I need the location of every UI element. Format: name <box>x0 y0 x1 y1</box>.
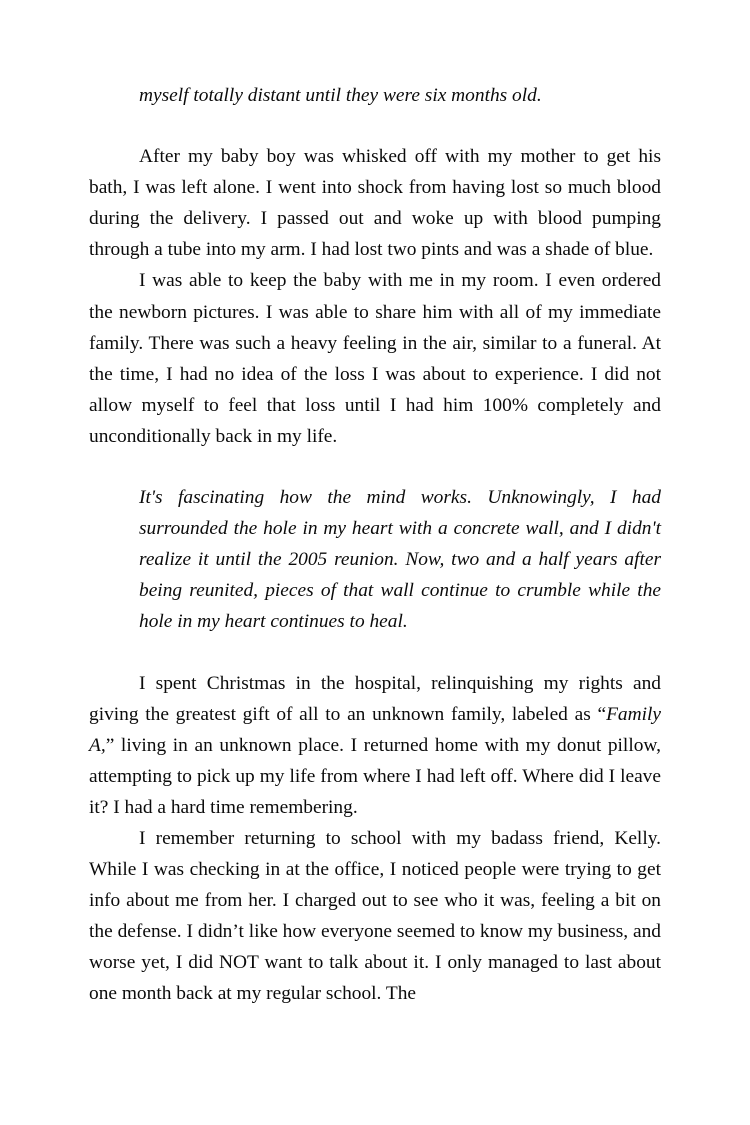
paragraph-3-tail-text: ” living in an unknown place. I returned home with my donut pillow, attempting to pick up my life from where I had left off. Where did I leave it? I had a hard time remembering. <box>89 734 661 818</box>
text-column <box>89 80 661 1010</box>
paragraph-3-lead-text: I spent Christmas in the hospital, relinquishing my rights and giving the greatest gift of all to an unknown family, labeled as “ <box>89 672 661 725</box>
body-paragraph-4: I remember returning to school with my badass friend, Kelly. While I was checking in at the office, I noticed people were trying to get info about me from her. I charged out to see who it was, feeling a bit on the defense. I didn’t like how everyone seemed to know my business, and worse yet, I did NOT want to talk about it. I only managed to last about one month back at my regular school. The <box>89 827 661 1005</box>
family-a-italic-phrase: Family A, <box>89 703 661 756</box>
body-paragraph-1: After my baby boy was whisked off with my mother to get his bath, I was left alone. I went into shock from having lost so much blood during the delivery. I passed out and woke up with blood pumping through a tube into my arm. I had lost two pints and was a shade of blue. <box>89 146 661 261</box>
body-paragraph-3 <box>89 668 661 823</box>
pull-quote-block: It's fascinating how the mind works. Unknowingly, I had surrounded the hole in my heart with a concrete wall, and I didn't realize it until the 2005 reunion. Now, two and a half years after being reunited, pieces of that wall continue to crumble while the hole in my heart continues to heal. <box>139 487 661 633</box>
body-paragraph-2: I was able to keep the baby with me in my room. I even ordered the newborn pictures. I was able to share him with all of my immediate family. There was such a heavy feeling in the air, similar to a funeral. At the time, I had no idea of the loss I was about to experience. I did not allow myself to feel that loss until I had him 100% completely and unconditionally back in my life. <box>89 270 661 447</box>
blockquote-continuation: myself totally distant until they were six months old. <box>139 85 542 106</box>
